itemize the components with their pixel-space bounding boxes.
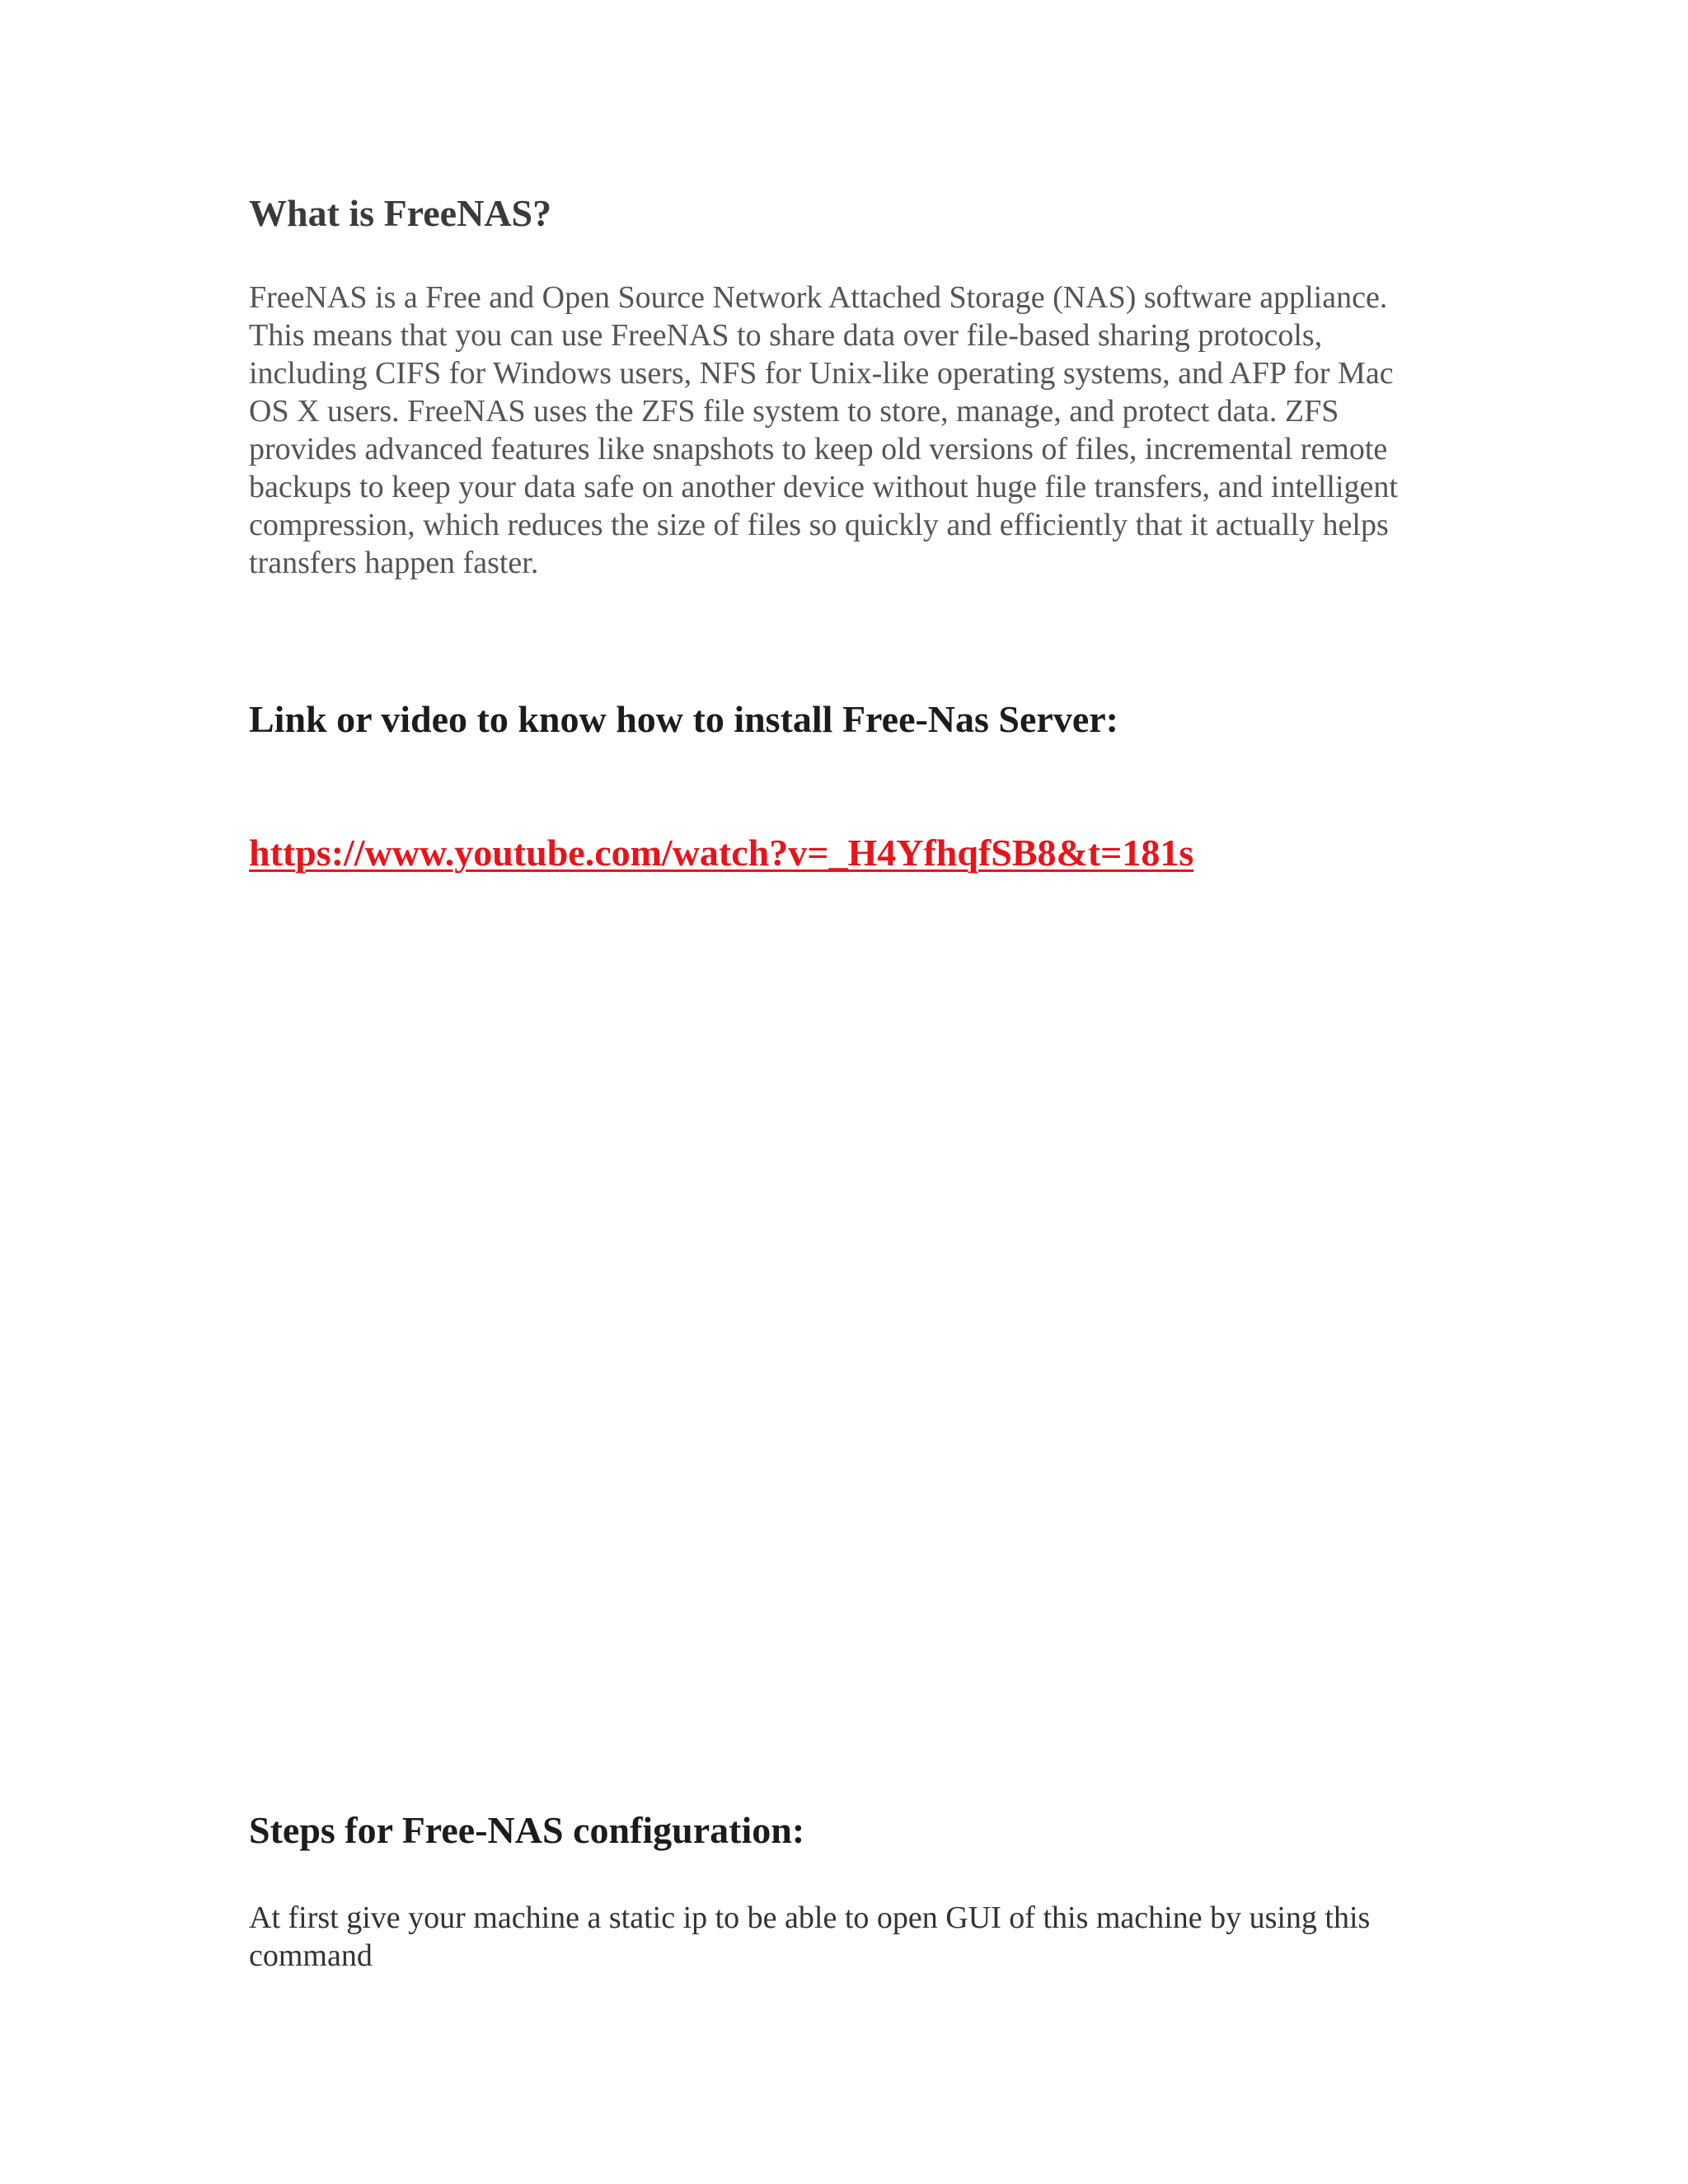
intro-paragraph: FreeNAS is a Free and Open Source Network Attached Storage (NAS) software appliance. This means that you can use FreeNAS to share data over file-based sharing protocols, including CIFS for Windows users, NFS for Unix-like operating systems, and AFP for Mac OS X users. FreeNAS uses the ZFS file system to store, manage, and protect data. ZFS provides advanced features like snapshots to keep old versions of files, incremental remote backups to keep your data safe on another device without huge file transfers, and intelligent compression, which reduces the size of files so quickly and efficiently that it actually helps transfers happen faster. xyxy=(249,280,1398,580)
youtube-install-video-link[interactable]: https://www.youtube.com/watch?v=_H4YfhqfSB8&t=181s xyxy=(249,832,1194,874)
section-heading-configuration-steps: Steps for Free-NAS configuration: xyxy=(249,1809,805,1851)
section-heading-what-is-freenas: What is FreeNAS? xyxy=(249,192,552,234)
section-heading-install-link: Link or video to know how to install Free-Nas Server: xyxy=(249,698,1118,740)
configuration-steps-paragraph: At first give your machine a static ip to be able to open GUI of this machine by using this command xyxy=(249,1900,1371,1973)
